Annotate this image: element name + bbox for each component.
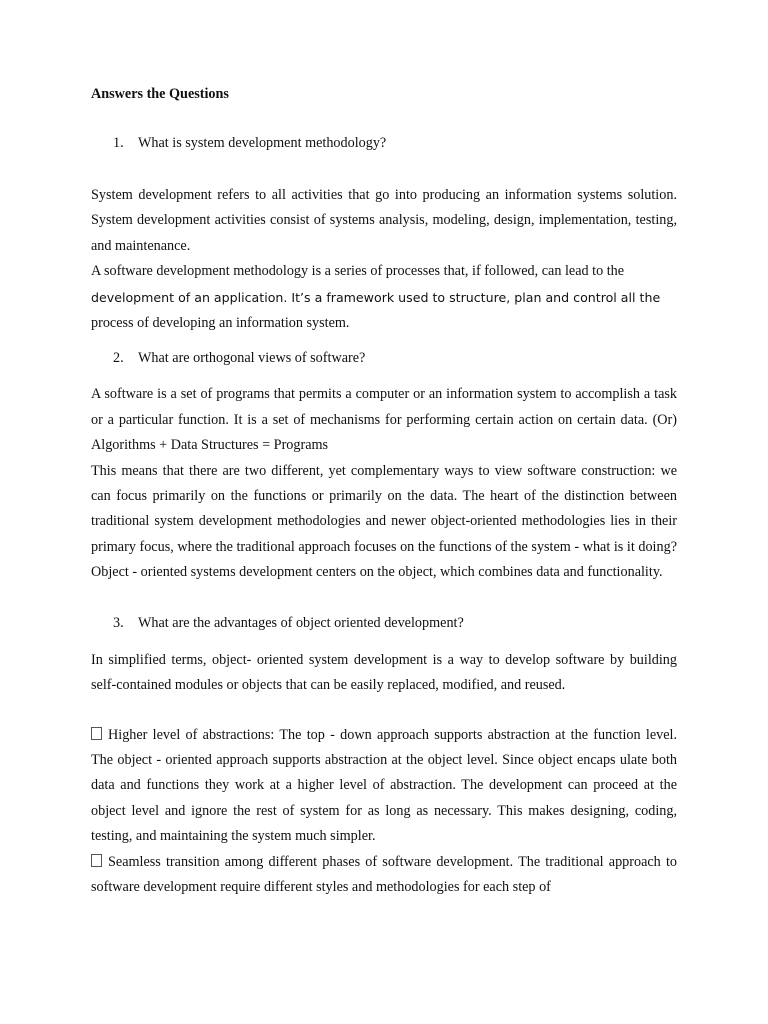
answer-1-line-c: process of developing an information system. <box>91 315 350 332</box>
answer-1-paragraph-2 <box>91 259 677 336</box>
answer-1-paragraph-1: System development refers to all activities that go into producing an information systems solution. System development activities consist of systems analysis, modeling, design, implementation, testing, and maintenance. <box>91 187 677 254</box>
document-page <box>91 84 677 900</box>
question-text: What are the advantages of object oriented development? <box>138 614 464 631</box>
question-1 <box>91 133 677 154</box>
question-3 <box>91 613 677 634</box>
bullet-box-icon <box>91 854 102 867</box>
question-text: What is system development methodology? <box>138 135 387 151</box>
question-number: 2. <box>113 350 124 367</box>
bullet-box-icon <box>91 727 102 740</box>
answer-3-bullet-1 <box>91 723 677 850</box>
answer-1-line-a: A software development methodology is a series of processes that, if followed, can lead to the <box>91 263 625 280</box>
question-text: What are orthogonal views of software? <box>138 350 366 367</box>
answer-1-line-b: development of an application. It’s a framework used to structure, plan and control all the <box>91 289 661 305</box>
answer-2-paragraph-1: A software is a set of programs that permits a computer or an information system to accomplish a task or a particular function. It is a set of mechanisms for performing certain action on certain data. (Or) Algorithms + Data Structures = Programs <box>91 386 677 454</box>
page-title: Answers the Questions <box>91 86 229 102</box>
question-number: 1. <box>113 135 124 151</box>
answer-3-bullet-2 <box>91 850 677 901</box>
question-number: 3. <box>113 614 124 631</box>
bullet-text: Seamless transition among different phases of software development. The traditional approach to software development require different styles and methodologies for each step of <box>91 853 677 895</box>
answer-3-paragraph-1: In simplified terms, object- oriented system development is a way to develop software by building self-contained modules or objects that can be easily replaced, modified, and reused. <box>91 651 677 694</box>
question-2 <box>91 348 677 369</box>
answer-2-paragraph-2: This means that there are two different, yet complementary ways to view software construction: we can focus primarily on the functions or primarily on the data. The heart of the distinction between traditional system development methodologies and newer object-oriented methodologies lies in their primary focus, where the traditional approach focuses on the functions of the system - what is it doing? Object - oriented systems development centers on the object, which combines data and functionality. <box>91 462 677 581</box>
bullet-text: Higher level of abstractions: The top - down approach supports abstraction at the function level. The object - oriented approach supports abstraction at the object level. Since object encaps ulate both data and functions they work at a higher level of abstraction. The development can proceed at the object level and ignore the rest of system for as long as necessary. This makes designing, coding, testing, and maintaining the system much simpler. <box>91 726 677 845</box>
